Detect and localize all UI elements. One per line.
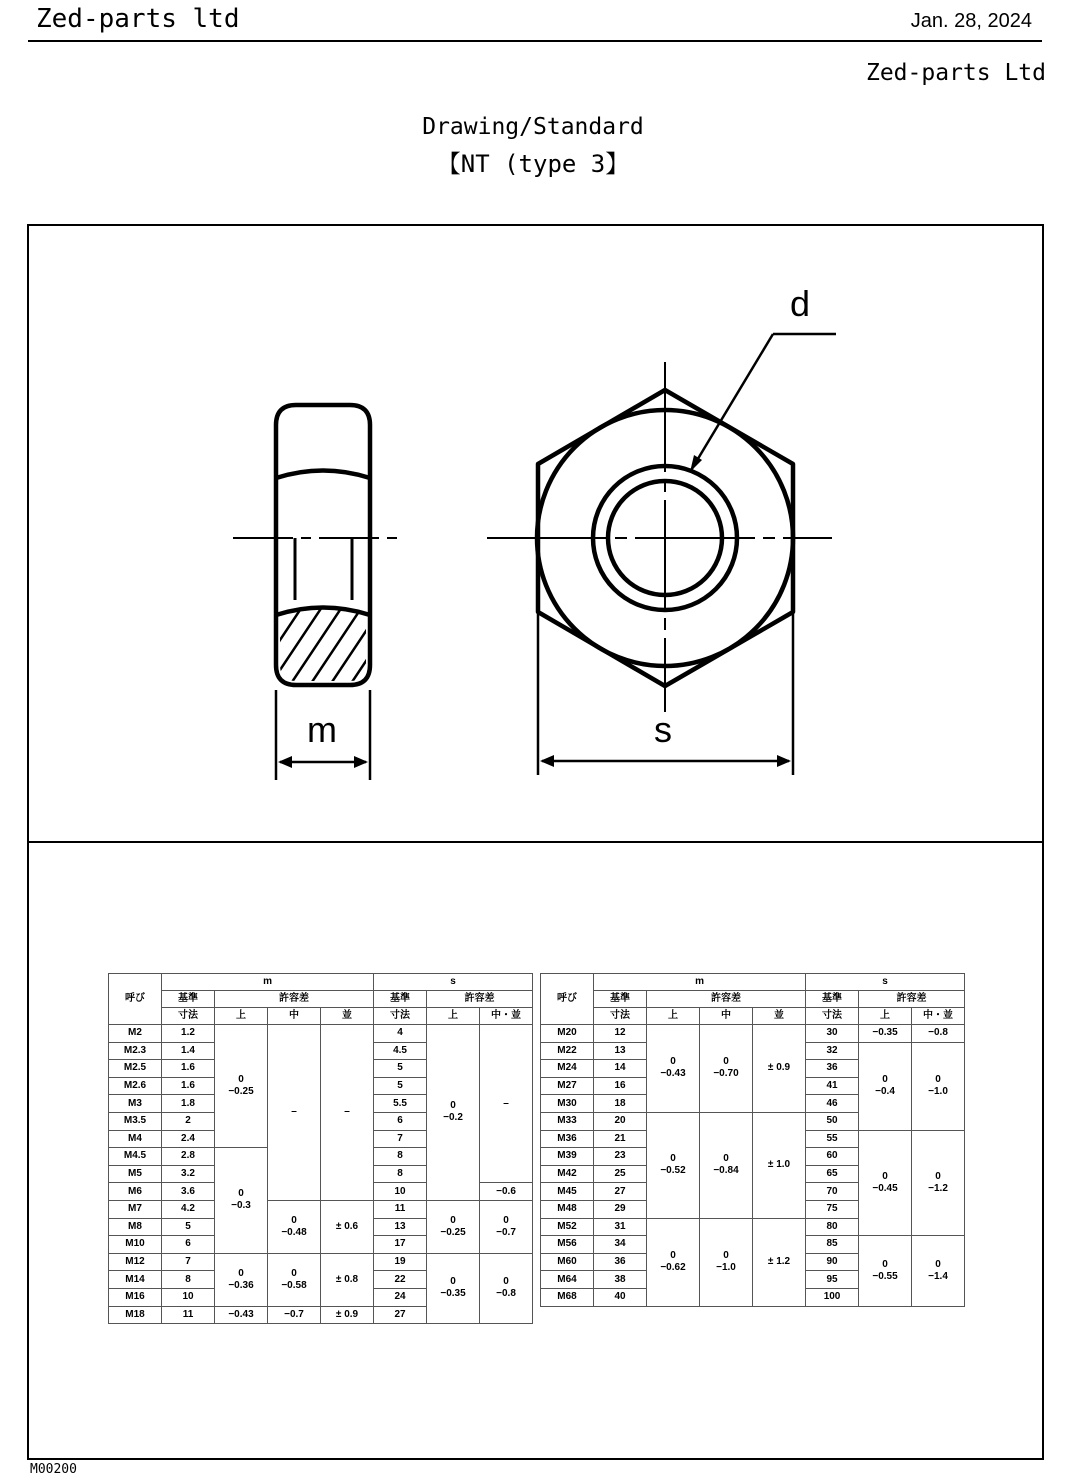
m-naka-tol: – (268, 1025, 321, 1201)
header-kijun: 基準 (374, 991, 427, 1008)
document-code: M00200 (30, 1462, 77, 1477)
s-naka-nami-tol: 0 −0.7 (480, 1200, 533, 1253)
d-leader (690, 334, 836, 472)
size-cell: M4 (109, 1130, 162, 1148)
m-basic-cell: 13 (594, 1042, 647, 1060)
s-naka-nami-tol: −0.6 (480, 1183, 533, 1201)
side-view-bottom-chamfer (276, 608, 370, 616)
header-sunpo: 寸法 (162, 1008, 215, 1025)
m-nami-tol: ± 0.9 (753, 1025, 806, 1113)
size-cell: M2 (109, 1025, 162, 1043)
size-cell: M4.5 (109, 1148, 162, 1166)
m-nami-tol: ± 0.6 (321, 1200, 374, 1253)
s-basic-cell: 32 (806, 1042, 859, 1060)
s-basic-cell: 4 (374, 1025, 427, 1043)
m-basic-cell: 23 (594, 1148, 647, 1166)
size-cell: M2.6 (109, 1077, 162, 1095)
m-basic-cell: 34 (594, 1236, 647, 1254)
size-cell: M36 (541, 1130, 594, 1148)
header-jo: 上 (215, 1008, 268, 1025)
section-hatching (240, 580, 440, 700)
s-naka-nami-tol: 0 −1.2 (912, 1130, 965, 1236)
m-jo-tol: 0 −0.36 (215, 1253, 268, 1306)
spec-table-left (108, 973, 533, 1324)
m-basic-cell: 18 (594, 1095, 647, 1113)
s-basic-cell: 8 (374, 1148, 427, 1166)
size-cell: M45 (541, 1183, 594, 1201)
spec-table-right (540, 973, 965, 1307)
m-basic-cell: 25 (594, 1165, 647, 1183)
label-s: s (654, 709, 672, 750)
s-basic-cell: 22 (374, 1271, 427, 1289)
s-jo-tol: −0.35 (859, 1025, 912, 1043)
s-basic-cell: 10 (374, 1183, 427, 1201)
m-naka-tol: 0 −0.70 (700, 1025, 753, 1113)
s-jo-tol: 0 −0.25 (427, 1200, 480, 1253)
header-jo: 上 (859, 1008, 912, 1025)
m-basic-cell: 6 (162, 1236, 215, 1254)
header-m: m (594, 974, 806, 991)
size-cell: M52 (541, 1218, 594, 1236)
header-kyoyosa: 許容差 (859, 991, 965, 1008)
header-naka-nami: 中・並 (912, 1008, 965, 1025)
s-basic-cell: 27 (374, 1306, 427, 1324)
header-nami: 並 (753, 1008, 806, 1025)
s-naka-nami-tol: −0.8 (912, 1025, 965, 1043)
m-basic-cell: 1.6 (162, 1077, 215, 1095)
size-cell: M42 (541, 1165, 594, 1183)
s-basic-cell: 70 (806, 1183, 859, 1201)
m-basic-cell: 10 (162, 1288, 215, 1306)
m-basic-cell: 7 (162, 1253, 215, 1271)
size-cell: M14 (109, 1271, 162, 1289)
s-basic-cell: 46 (806, 1095, 859, 1113)
s-naka-nami-tol: 0 −1.4 (912, 1236, 965, 1306)
m-jo-tol: 0 −0.25 (215, 1025, 268, 1148)
header-naka: 中 (268, 1008, 321, 1025)
s-basic-cell: 7 (374, 1130, 427, 1148)
s-jo-tol: 0 −0.4 (859, 1042, 912, 1130)
header-yobi: 呼び (109, 974, 162, 1025)
m-jo-tol: 0 −0.3 (215, 1148, 268, 1254)
s-basic-cell: 60 (806, 1148, 859, 1166)
m-basic-cell: 1.6 (162, 1060, 215, 1078)
size-cell: M5 (109, 1165, 162, 1183)
company-name-right: Zed-parts Ltd (865, 60, 1046, 86)
header-naka-nami: 中・並 (480, 1008, 533, 1025)
m-basic-cell: 40 (594, 1288, 647, 1306)
m-basic-cell: 38 (594, 1271, 647, 1289)
s-basic-cell: 65 (806, 1165, 859, 1183)
s-naka-nami-tol: 0 −1.0 (912, 1042, 965, 1130)
m-basic-cell: 36 (594, 1253, 647, 1271)
size-cell: M22 (541, 1042, 594, 1060)
m-basic-cell: 31 (594, 1218, 647, 1236)
s-basic-cell: 90 (806, 1253, 859, 1271)
size-cell: M39 (541, 1148, 594, 1166)
s-basic-cell: 5.5 (374, 1095, 427, 1113)
size-cell: M68 (541, 1288, 594, 1306)
size-cell: M8 (109, 1218, 162, 1236)
header-jo: 上 (647, 1008, 700, 1025)
s-basic-cell: 24 (374, 1288, 427, 1306)
header-m: m (162, 974, 374, 991)
size-cell: M18 (109, 1306, 162, 1324)
s-basic-cell: 95 (806, 1271, 859, 1289)
s-naka-nami-tol: – (480, 1025, 533, 1183)
size-cell: M6 (109, 1183, 162, 1201)
s-basic-cell: 50 (806, 1112, 859, 1130)
m-basic-cell: 3.6 (162, 1183, 215, 1201)
s-jo-tol: 0 −0.45 (859, 1130, 912, 1236)
document-date: Jan. 28, 2024 (910, 10, 1032, 32)
m-jo-tol: 0 −0.43 (647, 1025, 700, 1113)
m-basic-cell: 16 (594, 1077, 647, 1095)
m-basic-cell: 2 (162, 1112, 215, 1130)
s-basic-cell: 75 (806, 1200, 859, 1218)
s-basic-cell: 36 (806, 1060, 859, 1078)
m-naka-tol: 0 −0.58 (268, 1253, 321, 1306)
frame-divider (29, 841, 1042, 843)
header-kyoyosa: 許容差 (647, 991, 806, 1008)
m-basic-cell: 11 (162, 1306, 215, 1324)
m-basic-cell: 2.8 (162, 1148, 215, 1166)
m-nami-tol: ± 0.8 (321, 1253, 374, 1306)
size-cell: M33 (541, 1112, 594, 1130)
header-kyoyosa: 許容差 (427, 991, 533, 1008)
header-sunpo: 寸法 (594, 1008, 647, 1025)
page-title: Drawing/Standard (422, 114, 644, 140)
s-basic-cell: 4.5 (374, 1042, 427, 1060)
size-cell: M64 (541, 1271, 594, 1289)
m-basic-cell: 1.4 (162, 1042, 215, 1060)
s-basic-cell: 85 (806, 1236, 859, 1254)
header-kijun: 基準 (594, 991, 647, 1008)
label-d: d (790, 283, 811, 324)
s-basic-cell: 19 (374, 1253, 427, 1271)
s-basic-cell: 30 (806, 1025, 859, 1043)
m-basic-cell: 20 (594, 1112, 647, 1130)
size-cell: M2.3 (109, 1042, 162, 1060)
size-cell: M7 (109, 1200, 162, 1218)
m-basic-cell: 3.2 (162, 1165, 215, 1183)
size-cell: M3 (109, 1095, 162, 1113)
m-naka-tol: 0 −1.0 (700, 1218, 753, 1306)
m-basic-cell: 1.8 (162, 1095, 215, 1113)
center-lines (233, 362, 832, 712)
s-basic-cell: 5 (374, 1060, 427, 1078)
size-cell: M10 (109, 1236, 162, 1254)
size-cell: M20 (541, 1025, 594, 1043)
header-yobi: 呼び (541, 974, 594, 1025)
label-m: m (307, 709, 337, 750)
m-nami-tol: ± 1.0 (753, 1112, 806, 1218)
s-jo-tol: 0 −0.35 (427, 1253, 480, 1323)
s-jo-tol: 0 −0.55 (859, 1236, 912, 1306)
header-nami: 並 (321, 1008, 374, 1025)
m-naka-tol: 0 −0.48 (268, 1200, 321, 1253)
s-basic-cell: 5 (374, 1077, 427, 1095)
side-view-top-chamfer (276, 471, 370, 479)
s-basic-cell: 55 (806, 1130, 859, 1148)
header-sunpo: 寸法 (374, 1008, 427, 1025)
m-jo-tol: −0.43 (215, 1306, 268, 1324)
header-kyoyosa: 許容差 (215, 991, 374, 1008)
s-basic-cell: 8 (374, 1165, 427, 1183)
m-jo-tol: 0 −0.62 (647, 1218, 700, 1306)
s-basic-cell: 13 (374, 1218, 427, 1236)
m-basic-cell: 8 (162, 1271, 215, 1289)
m-nami-tol: ± 0.9 (321, 1306, 374, 1324)
s-basic-cell: 11 (374, 1200, 427, 1218)
s-basic-cell: 17 (374, 1236, 427, 1254)
m-basic-cell: 2.4 (162, 1130, 215, 1148)
m-jo-tol: 0 −0.52 (647, 1112, 700, 1218)
s-basic-cell: 6 (374, 1112, 427, 1130)
size-cell: M48 (541, 1200, 594, 1218)
size-cell: M30 (541, 1095, 594, 1113)
side-view-outline (276, 405, 370, 685)
page-subtitle: 【NT (type 3】 (436, 150, 630, 178)
m-basic-cell: 4.2 (162, 1200, 215, 1218)
header-s: s (374, 974, 533, 991)
header-jo: 上 (427, 1008, 480, 1025)
s-basic-cell: 100 (806, 1288, 859, 1306)
m-basic-cell: 21 (594, 1130, 647, 1148)
m-basic-cell: 27 (594, 1183, 647, 1201)
m-basic-cell: 1.2 (162, 1025, 215, 1043)
header-s: s (806, 974, 965, 991)
m-basic-cell: 12 (594, 1025, 647, 1043)
s-basic-cell: 41 (806, 1077, 859, 1095)
m-nami-tol: ± 1.2 (753, 1218, 806, 1306)
header-kijun: 基準 (806, 991, 859, 1008)
size-cell: M12 (109, 1253, 162, 1271)
s-jo-tol: 0 −0.2 (427, 1025, 480, 1201)
size-cell: M24 (541, 1060, 594, 1078)
size-cell: M2.5 (109, 1060, 162, 1078)
size-cell: M3.5 (109, 1112, 162, 1130)
m-basic-cell: 5 (162, 1218, 215, 1236)
header-kijun: 基準 (162, 991, 215, 1008)
m-nami-tol: – (321, 1025, 374, 1201)
m-basic-cell: 29 (594, 1200, 647, 1218)
header-sunpo: 寸法 (806, 1008, 859, 1025)
company-name: Zed-parts ltd (36, 4, 240, 34)
header-naka: 中 (700, 1008, 753, 1025)
m-naka-tol: 0 −0.84 (700, 1112, 753, 1218)
s-naka-nami-tol: 0 −0.8 (480, 1253, 533, 1323)
size-cell: M27 (541, 1077, 594, 1095)
m-basic-cell: 14 (594, 1060, 647, 1078)
s-basic-cell: 80 (806, 1218, 859, 1236)
size-cell: M56 (541, 1236, 594, 1254)
size-cell: M60 (541, 1253, 594, 1271)
m-naka-tol: −0.7 (268, 1306, 321, 1324)
size-cell: M16 (109, 1288, 162, 1306)
